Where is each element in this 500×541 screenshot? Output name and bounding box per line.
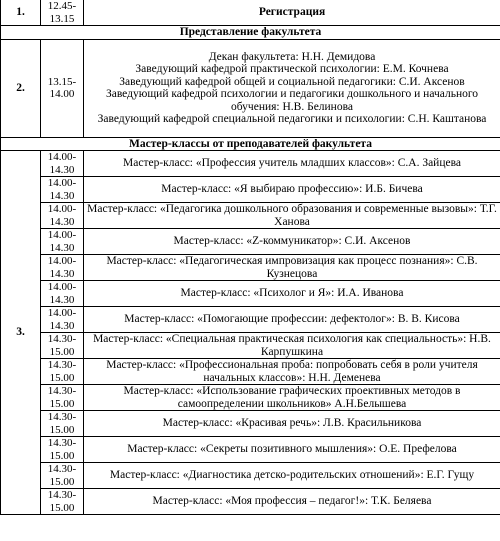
time-start: 14.30- (47, 333, 77, 345)
time-end: 14.30 (49, 163, 75, 176)
time-end: 14.30 (49, 189, 75, 202)
speaker-line: Заведующий кафедрой общей и социальной педагогики: С.И. Аксенов (119, 75, 465, 88)
masterclass-text: Мастер-класс: «Психолог и Я»: И.А. Иванова (84, 281, 500, 307)
masterclass-row (1, 151, 500, 177)
section-title-masterclasses: Мастер-классы от преподавателей факультета (1, 137, 500, 151)
section-header (1, 137, 500, 151)
masterclass-row (1, 359, 500, 385)
time-end: 14.00 (49, 88, 75, 100)
speaker-line: Заведующий кафедрой специальной педагогики и психологии: С.Н. Каштанова (97, 113, 487, 125)
time-end: 15.00 (49, 345, 75, 358)
time-cell (41, 229, 84, 255)
masterclass-text: Мастер-класс: «Использование графических проективных методов в самоопределении школьников» А.Н.Белышева (84, 385, 500, 411)
time-cell (41, 359, 84, 385)
masterclass-text: Мастер-класс: «Z-коммуникатор»: С.И. Аксенов (84, 229, 500, 255)
time-start: 14.30- (47, 359, 77, 371)
time-cell (41, 385, 84, 411)
time-start: 14.30- (47, 437, 77, 449)
time-end: 15.00 (49, 475, 75, 488)
masterclass-text: Мастер-класс: «Профессия учитель младших классов»: С.А. Зайцева (84, 151, 500, 177)
time-cell (41, 39, 84, 137)
row-faculty-presentation (1, 39, 500, 137)
masterclass-row (1, 333, 500, 359)
masterclass-row (1, 307, 500, 333)
masterclass-text: Мастер-класс: «Я выбираю профессию»: И.Б. Бичева (84, 177, 500, 203)
time-end: 15.00 (49, 449, 75, 462)
time-cell (41, 151, 84, 177)
time-start: 14.00- (47, 151, 77, 163)
masterclass-row (1, 229, 500, 255)
masterclass-row (1, 385, 500, 411)
masterclass-row (1, 203, 500, 229)
section-title-faculty: Представление факультета (1, 26, 500, 40)
time-start: 14.30- (47, 385, 77, 397)
time-cell (41, 203, 84, 229)
masterclass-row (1, 255, 500, 281)
masterclass-text: Мастер-класс: «Педагогика дошкольного образования и современные вызовы»: Т.Г. Ханова (84, 203, 500, 229)
time-start: 14.30- (47, 463, 77, 475)
masterclass-row (1, 489, 500, 515)
masterclass-row (1, 177, 500, 203)
masterclass-row (1, 437, 500, 463)
time-cell (41, 307, 84, 333)
time-cell (41, 463, 84, 489)
time-start: 14.00- (47, 203, 77, 215)
registration-title: Регистрация (84, 0, 500, 26)
section-header (1, 26, 500, 40)
time-end: 15.00 (49, 371, 75, 384)
time-end: 13.15 (49, 12, 75, 25)
time-cell (41, 411, 84, 437)
masterclass-text: Мастер-класс: «Специальная практическая психология как специальность»: Н.В. Карпушкина (84, 333, 500, 359)
time-start: 14.30- (47, 411, 77, 423)
time-end: 14.30 (49, 319, 75, 332)
row-number: 2. (1, 39, 41, 137)
time-start: 13.15- (47, 75, 77, 88)
masterclass-row (1, 463, 500, 489)
time-start: 14.00- (47, 307, 77, 319)
time-cell (41, 489, 84, 515)
masterclass-text: Мастер-класс: «Моя профессия – педагог!»: Т.К. Беляева (84, 489, 500, 515)
speaker-line: Заведующий кафедрой практической психологии: Е.М. Кочнева (135, 63, 449, 75)
time-cell (41, 333, 84, 359)
time-end: 14.30 (49, 241, 75, 254)
speaker-line: Заведующий кафедрой психологии и педагогики дошкольного и начального обучения: Н.В. Белинова (105, 88, 479, 113)
masterclass-text: Мастер-класс: «Красивая речь»: Л.В. Красильникова (84, 411, 500, 437)
time-cell (41, 0, 84, 26)
masterclass-text: Мастер-класс: «Педагогическая импровизация как процесс познания»: С.В. Кузнецова (84, 255, 500, 281)
time-start: 14.00- (47, 229, 77, 241)
time-end: 15.00 (49, 423, 75, 436)
time-cell (41, 281, 84, 307)
masterclass-text: Мастер-класс: «Помогающие профессии: дефектолог»: В. В. Кисова (84, 307, 500, 333)
speakers-list (84, 39, 500, 137)
masterclass-text: Мастер-класс: «Секреты позитивного мышления»: О.Е. Префелова (84, 437, 500, 463)
masterclass-text: Мастер-класс: «Профессиональная проба: попробовать себя в роли учителя начальных классов»: Н.Н. Деменева (84, 359, 500, 385)
masterclass-text: Мастер-класс: «Диагностика детско-родительских отношений»: Е.Г. Гущу (84, 463, 500, 489)
time-start: 14.00- (47, 281, 77, 293)
row-number: 1. (1, 0, 41, 26)
row-registration (1, 0, 500, 26)
time-start: 14.00- (47, 255, 77, 267)
time-start: 12.45- (47, 0, 77, 12)
time-cell (41, 255, 84, 281)
time-end: 14.30 (49, 293, 75, 306)
time-cell (41, 437, 84, 463)
time-start: 14.00- (47, 177, 77, 189)
time-end: 15.00 (49, 397, 75, 410)
time-cell (41, 177, 84, 203)
masterclass-row (1, 281, 500, 307)
row-number: 3. (1, 151, 41, 515)
time-start: 14.30- (47, 489, 77, 501)
time-end: 14.30 (49, 267, 75, 280)
time-end: 15.00 (49, 501, 75, 514)
speaker-line: Декан факультета: Н.Н. Демидова (208, 50, 376, 63)
time-end: 14.30 (49, 215, 75, 228)
masterclass-row (1, 411, 500, 437)
